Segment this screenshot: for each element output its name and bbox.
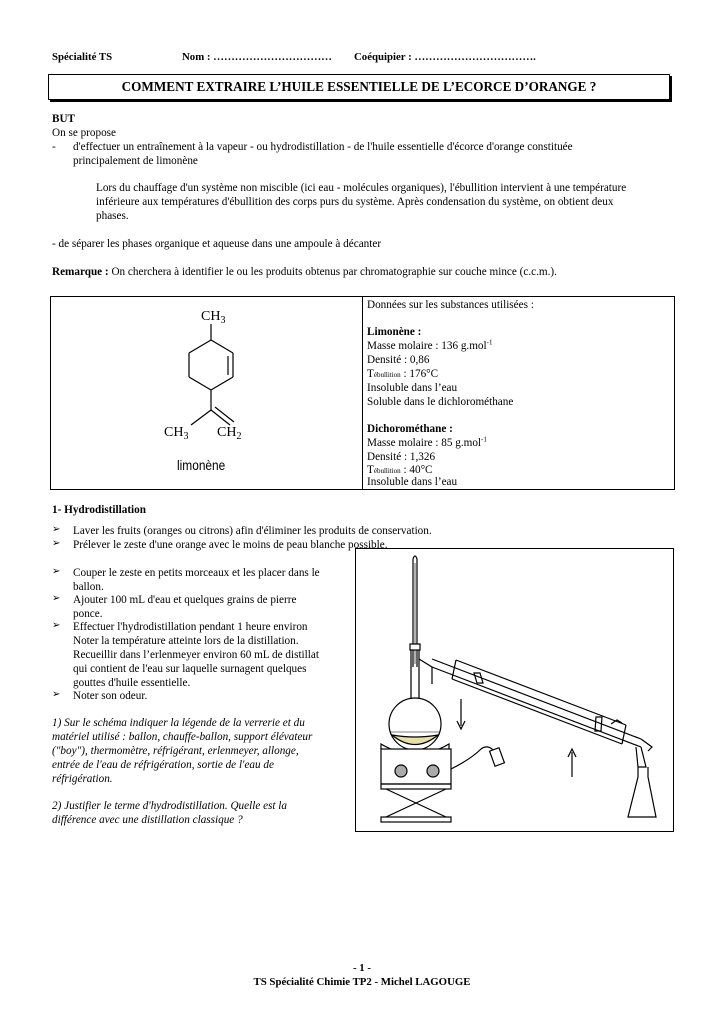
remarque-label: Remarque :: [52, 266, 109, 278]
step-distill-l4: qui contient de l'eau sur laquelle surnagent quelques: [73, 663, 307, 675]
question1-l2: matériel utilisé : ballon, chauffe-ballon, support élévateur: [52, 731, 313, 743]
erlenmeyer: [628, 767, 656, 817]
footer-credit: TS Spécialité Chimie TP2 - Michel LAGOUGE: [253, 976, 471, 988]
step-distill-l1: Effectuer l'hydrodistillation pendant 1 heure environ: [73, 621, 308, 633]
distillation-apparatus: [356, 549, 673, 831]
question1-l5: réfrigération.: [52, 773, 113, 785]
dichloro-masse: Masse molaire : 85 g.mol$^{-1}$: [367, 435, 487, 449]
but-item1-line2: principalement de limonène: [73, 155, 198, 167]
condenser: [432, 659, 641, 747]
limonene-sol1: Insoluble dans l’eau: [367, 382, 458, 394]
arrow-bullet-icon: ➢: [52, 620, 61, 631]
arrow-bullet-icon: ➢: [52, 538, 61, 549]
question2-l1: 2) Justifier le terme d'hydrodistillation. Quelle est la: [52, 800, 288, 812]
donnees-heading: Données sur les substances utilisées :: [367, 299, 534, 311]
section1-heading: 1- Hydrodistillation: [52, 504, 146, 516]
step-distill-l3: Recueillir dans l’erlenmeyer environ 60 mL de distillat: [73, 649, 319, 661]
remarque: [52, 265, 557, 279]
coequipier-field: Coéquipier : …………………………….: [354, 51, 536, 63]
arrow-bullet-icon: ➢: [52, 593, 61, 604]
step-cut-l1: Couper le zeste en petits morceaux et les placer dans le: [73, 567, 320, 579]
step-water-l2: ponce.: [73, 608, 103, 620]
dichloro-heading: Dichorométhane :: [367, 423, 453, 435]
apparatus-diagram: [355, 548, 674, 832]
arrow-bullet-icon: ➢: [52, 524, 61, 535]
but-intro: On se propose: [52, 127, 117, 139]
dichloro-sol1: Insoluble dans l’eau: [367, 476, 458, 488]
heating-mantle: [381, 744, 504, 784]
flask: [389, 684, 441, 750]
but-para-line1: Lors du chauffage d'un système non miscible (ici eau - molécules organiques), l'ébullition intervient à une température: [96, 182, 627, 194]
step-water-l1: Ajouter 100 mL d'eau et quelques grains de pierre: [73, 594, 297, 606]
step-zest: Prélever le zeste d'une orange avec le moins de peau blanche possible.: [73, 539, 388, 551]
page-title: COMMENT EXTRAIRE L’HUILE ESSENTIELLE DE L’ECORCE D’ORANGE ?: [48, 74, 670, 100]
lab-jack: [381, 784, 451, 822]
step-wash: Laver les fruits (oranges ou citrons) afin d'éliminer les produits de conservation.: [73, 525, 432, 537]
but-para-line3: phases.: [96, 210, 129, 222]
data-table: [50, 296, 675, 490]
ch3-top-label: $CH_3$: [201, 309, 226, 326]
but-para-line2: inférieure aux températures d'ébullition des corps purs du système. Après condensation du système, on obtient deux: [96, 196, 614, 208]
ch3-left-label: $CH_3$: [164, 425, 189, 442]
limonene-sol2: Soluble dans le dichlorométhane: [367, 396, 514, 408]
limonene-heading: Limonène :: [367, 326, 422, 338]
but-heading: BUT: [52, 113, 76, 125]
arrow-bullet-icon: ➢: [52, 566, 61, 577]
but-item1-line1: d'effectuer un entraînement à la vapeur - ou hydrodistillation - de l'huile essentielle d'écorce d'orange constituée: [73, 141, 573, 153]
page-number: - 1 -: [353, 962, 371, 974]
ch2-right-label: $CH_2$: [217, 425, 242, 442]
water-flow-arrows: [457, 699, 576, 777]
but-item1-dash: -: [52, 141, 56, 153]
dichloro-densite: Densité : 1,326: [367, 451, 436, 463]
arrow-bullet-icon: ➢: [52, 689, 61, 700]
question1-l3: ("boy"), thermomètre, réfrigérant, erlenmeyer, allonge,: [52, 745, 299, 757]
dichloro-teb: Tébullition : 40°C: [367, 464, 433, 476]
step-distill-l2: Noter la température atteinte lors de la distillation.: [73, 635, 299, 647]
table-divider: [362, 297, 363, 489]
question2-l2: différence avec une distillation classique ?: [52, 814, 243, 826]
limonene-teb: Tébullition : 176°C: [367, 368, 439, 380]
specialite-label: Spécialité TS: [52, 51, 113, 63]
limonene-masse: Masse molaire : 136 g.mol$^{-1}$: [367, 338, 493, 352]
limonene-name: limonène: [177, 457, 226, 473]
step-distill-l5: gouttes d'huile essentielle.: [73, 677, 191, 689]
but-item2: - de séparer les phases organique et aqueuse dans une ampoule à décanter: [52, 238, 382, 250]
question1-l1: 1) Sur le schéma indiquer la légende de la verrerie et du: [52, 717, 305, 729]
limonene-densite: Densité : 0,86: [367, 354, 430, 366]
step-cut-l2: ballon.: [73, 581, 104, 593]
question1-l4: entrée de l'eau de réfrigération, sortie de l'eau de: [52, 759, 274, 771]
remarque-text: On cherchera à identifier le ou les produits obtenus par chromatographie sur couche mince (c.c.m.).: [108, 266, 557, 278]
step-odor: Noter son odeur.: [73, 690, 148, 702]
nom-field: Nom : ……………………………: [182, 51, 332, 63]
